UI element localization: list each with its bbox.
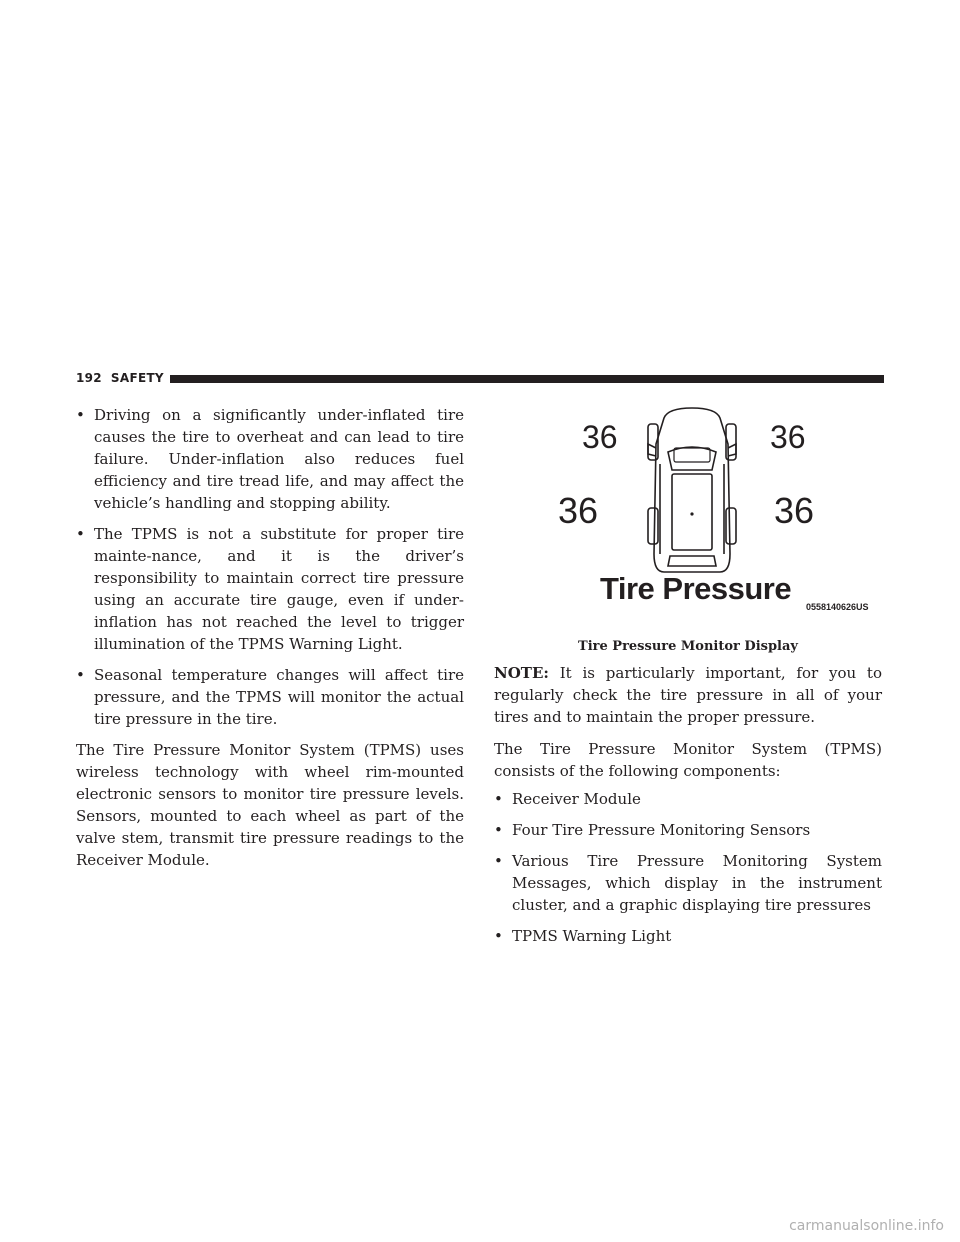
page-number: 192 <box>76 371 102 385</box>
page-header <box>76 368 884 390</box>
list-item <box>494 819 882 841</box>
tire-pressure-figure <box>494 404 882 636</box>
list-item <box>494 788 882 810</box>
tpms-description-paragraph: The Tire Pressure Monitor System (TPMS) uses wireless technology with wheel rim-mounted electronic sensors to monitor tire pressure levels. Sensors, mounted to each wheel as part of the valve stem, transmit tire pressure readings to the Receiver Module. <box>76 741 464 869</box>
figure-caption: Tire Pressure Monitor Display <box>578 639 798 654</box>
list-item-text: Seasonal temperature changes will affect tire pressure, and the TPMS will monitor the actual tire pressure in the tire. <box>94 666 464 728</box>
figure-code: 0558140626US <box>806 602 869 612</box>
front-right-pressure: 36 <box>770 419 806 455</box>
note-paragraph <box>494 662 882 728</box>
list-item <box>76 523 464 655</box>
watermark: carmanualsonline.info <box>789 1218 944 1234</box>
components-list <box>494 788 882 947</box>
warning-bullet-list <box>76 404 464 730</box>
bullet-icon: • <box>494 852 503 870</box>
list-item <box>494 925 882 947</box>
list-item <box>76 664 464 730</box>
list-item-text: TPMS Warning Light <box>512 927 672 945</box>
components-intro: The Tire Pressure Monitor System (TPMS) consists of the following components: <box>494 740 882 780</box>
note-label: NOTE: <box>494 664 549 682</box>
left-column <box>76 404 464 881</box>
rear-left-pressure: 36 <box>558 490 599 531</box>
bullet-icon: • <box>76 666 85 684</box>
header-rule <box>170 375 884 383</box>
list-item-text: Four Tire Pressure Monitoring Sensors <box>512 821 811 839</box>
right-column <box>494 404 882 956</box>
page-header-label <box>76 371 164 385</box>
bullet-icon: • <box>494 821 503 839</box>
bullet-icon: • <box>494 790 503 808</box>
bullet-icon: • <box>76 525 85 543</box>
list-item-text: Various Tire Pressure Monitoring System Messages, which display in the instrument cluster, and a graphic displaying tire pressures <box>512 852 882 914</box>
bullet-icon: • <box>494 927 503 945</box>
front-left-pressure: 36 <box>582 419 618 455</box>
list-item <box>76 404 464 514</box>
tire-pressure-display-title: Tire Pressure <box>600 571 792 606</box>
bullet-icon: • <box>76 406 85 424</box>
list-item-text: Driving on a significantly under-inflated tire causes the tire to overheat and can lead to tire failure. Under-inflation also reduces fuel efficiency and tire tread life, and may affect the vehicle’s handling and stopping ability. <box>94 406 464 512</box>
rear-right-pressure: 36 <box>774 490 815 531</box>
note-text: It is particularly important, for you to regularly check the tire pressure in all of your tires and to maintain the proper pressure. <box>494 664 882 726</box>
list-item <box>494 850 882 916</box>
list-item-text: The TPMS is not a substitute for proper tire mainte-nance, and it is the driver’s responsibility to maintain correct tire pressure using an accurate tire gauge, even if under-inflation has not reached the level to trigger illumination of the TPMS Warning Light. <box>94 525 464 653</box>
section-title: SAFETY <box>110 371 164 385</box>
list-item-text: Receiver Module <box>512 790 641 808</box>
